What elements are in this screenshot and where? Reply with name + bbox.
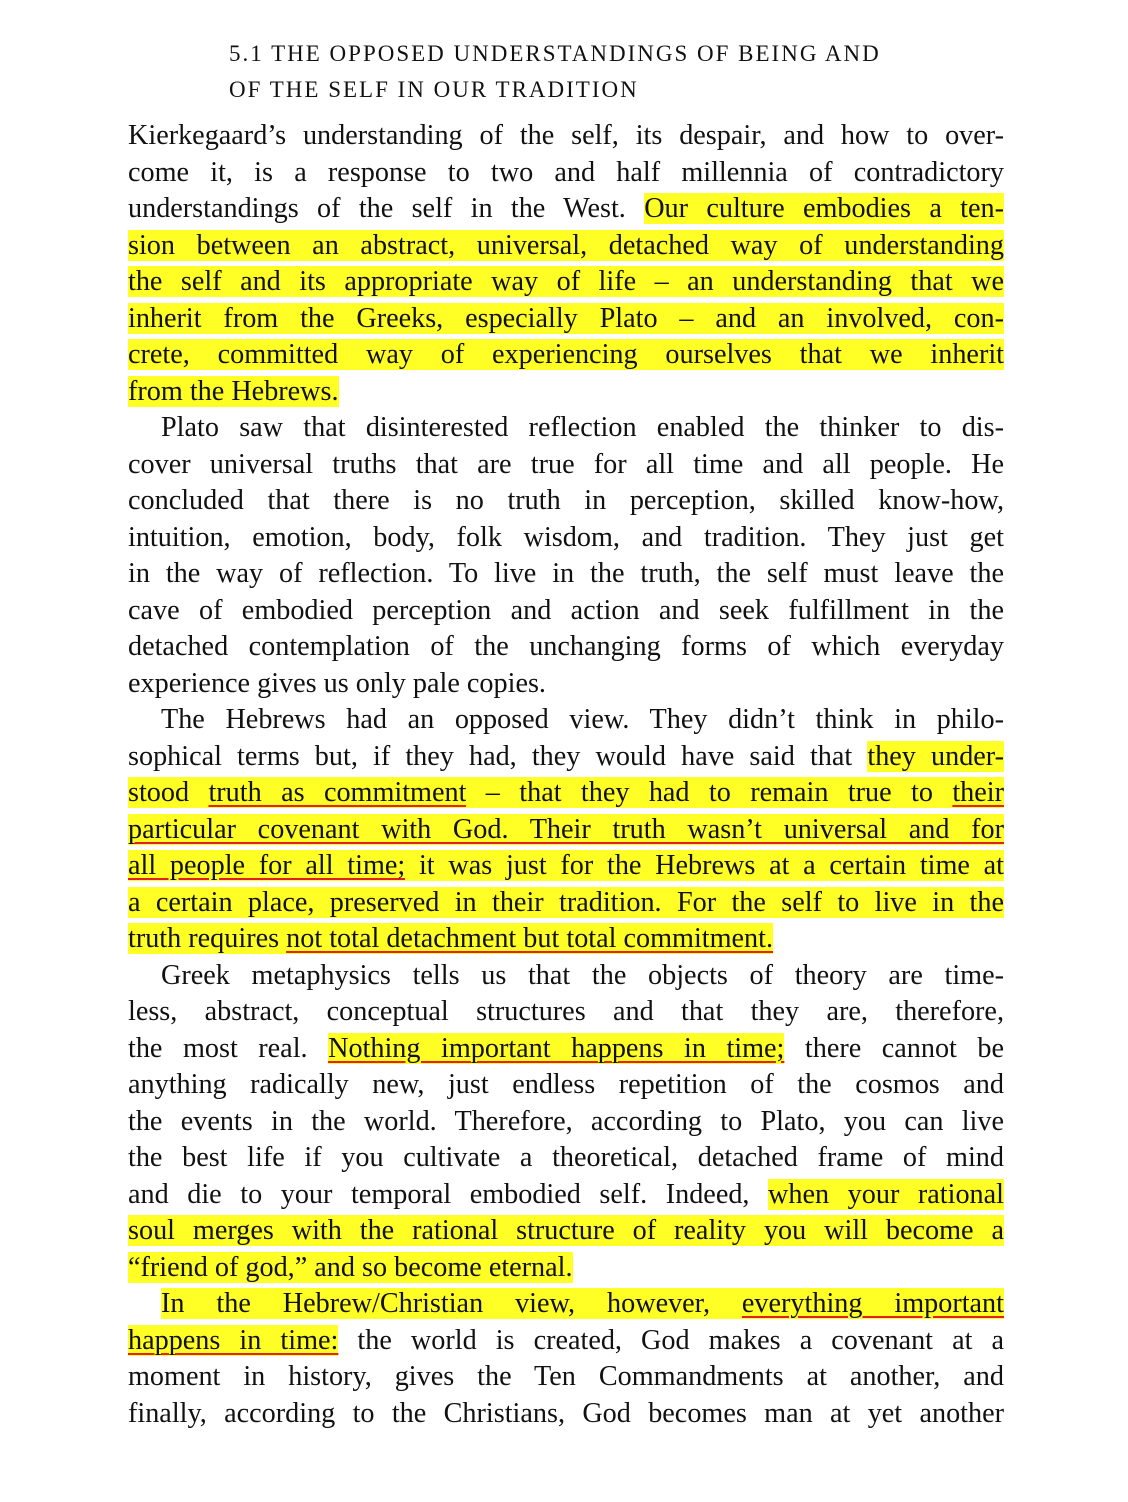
text-line xyxy=(128,410,1004,446)
text-segment: understandings of the self in the West. xyxy=(128,193,645,224)
highlighted-text: In the Hebrew/Christian view, however, xyxy=(161,1288,742,1319)
text-segment: concluded that there is no truth in perception, skilled know-how, xyxy=(128,485,1004,516)
text-line xyxy=(128,958,1004,994)
text-line xyxy=(128,1140,1004,1176)
text-line xyxy=(128,1359,1004,1395)
text-segment: sophical terms but, if they had, they would have said that xyxy=(128,740,868,772)
highlighted-text: truth requires xyxy=(128,923,287,954)
section-heading-line-2: OF THE SELF IN OUR TRADITION xyxy=(229,77,639,102)
text-line xyxy=(128,1067,1004,1103)
text-line xyxy=(128,1031,1004,1067)
text-line xyxy=(128,447,1004,483)
text-line xyxy=(128,1323,1004,1359)
highlighted-text: stood xyxy=(128,777,209,808)
text-line xyxy=(128,666,1004,702)
highlighted-underlined-text: all people for all time; xyxy=(128,850,406,881)
text-segment: come it, is a response to two and half millennia of contradictory xyxy=(128,156,1004,188)
section-heading xyxy=(229,36,1009,108)
highlighted-underlined-text: truth as commitment xyxy=(208,777,467,808)
highlighted-underlined-text: not total detachment but total commitment. xyxy=(286,923,774,954)
text-line xyxy=(128,885,1004,921)
text-segment: and die to your temporal embodied self. Indeed, xyxy=(128,1178,769,1210)
text-segment: Plato saw that disinterested reflection enabled the thinker to dis- xyxy=(161,412,1004,443)
text-line xyxy=(128,1286,1004,1322)
text-segment: The Hebrews had an opposed view. They didn’t think in philo- xyxy=(161,704,1004,735)
text-line xyxy=(128,191,1004,227)
text-line xyxy=(128,775,1004,811)
highlighted-text: when your rational xyxy=(768,1178,1004,1210)
text-segment: in the way of reflection. To live in the truth, the self must leave the xyxy=(128,558,1004,589)
highlighted-text: inherit from the Greeks, especially Plato – and an involved, con- xyxy=(128,302,1004,334)
highlighted-text: they under- xyxy=(867,740,1005,772)
highlighted-underlined-text: particular covenant with God. Their truth wasn’t universal and for xyxy=(128,813,1004,845)
highlighted-text: sion between an abstract, universal, detached way of understanding xyxy=(128,229,1004,261)
text-line xyxy=(128,812,1004,848)
section-heading-line-1: 5.1 THE OPPOSED UNDERSTANDINGS OF BEING AND xyxy=(229,41,881,66)
text-line xyxy=(128,1213,1004,1249)
text-line xyxy=(128,994,1004,1030)
text-line xyxy=(128,739,1004,775)
text-line xyxy=(128,483,1004,519)
text-segment: moment in history, gives the Ten Commandments at another, and xyxy=(128,1361,1004,1392)
text-segment: Kierkegaard’s understanding of the self, its despair, and how to over- xyxy=(128,120,1004,151)
text-line xyxy=(128,702,1004,738)
highlighted-underlined-text: their xyxy=(952,777,1004,808)
text-segment: cave of embodied perception and action and seek fulfillment in the xyxy=(128,594,1004,626)
text-line xyxy=(128,593,1004,629)
text-segment: the world is created, God makes a covenant at a xyxy=(338,1324,1004,1356)
highlighted-text: Our culture embodies a ten- xyxy=(644,193,1004,224)
highlighted-text: – that they had to remain true to xyxy=(466,777,953,808)
highlighted-text: from the Hebrews. xyxy=(128,375,339,407)
text-segment: Greek metaphysics tells us that the objects of theory are time- xyxy=(161,959,1004,991)
text-segment: the best life if you cultivate a theoretical, detached frame of mind xyxy=(128,1142,1004,1173)
highlighted-text: “friend of god,” and so become eternal. xyxy=(128,1251,573,1283)
highlighted-text: soul merges with the rational structure of reality you will become a xyxy=(128,1215,1004,1246)
text-segment: intuition, emotion, body, folk wisdom, and tradition. They just get xyxy=(128,521,1004,553)
text-line xyxy=(128,629,1004,665)
text-segment: detached contemplation of the unchanging forms of which everyday xyxy=(128,631,1004,662)
text-segment: anything radically new, just endless repetition of the cosmos and xyxy=(128,1069,1004,1100)
text-line xyxy=(128,1396,1004,1432)
text-line xyxy=(128,921,1004,957)
highlighted-text: it was just for the Hebrews at a certain time at xyxy=(405,850,1005,881)
text-segment: less, abstract, conceptual structures and that they are, therefore, xyxy=(128,996,1004,1027)
text-segment: finally, according to the Christians, God becomes man at yet another xyxy=(128,1397,1004,1429)
text-segment: cover universal truths that are true for all time and all people. He xyxy=(128,448,1004,480)
text-line xyxy=(128,228,1004,264)
highlighted-underlined-text: Nothing important happens in time; xyxy=(328,1032,785,1064)
text-line xyxy=(128,1104,1004,1140)
text-line xyxy=(128,118,1004,154)
text-line xyxy=(128,556,1004,592)
highlighted-underlined-text: happens in time: xyxy=(128,1324,339,1356)
highlighted-text: crete, committed way of experiencing ourselves that we inherit xyxy=(128,339,1004,370)
text-line xyxy=(128,848,1004,884)
text-line xyxy=(128,155,1004,191)
text-segment: there cannot be xyxy=(784,1032,1004,1064)
text-segment: the events in the world. Therefore, according to Plato, you can live xyxy=(128,1105,1004,1137)
text-line xyxy=(128,337,1004,373)
text-segment: the most real. xyxy=(128,1032,329,1064)
highlighted-underlined-text: everything important xyxy=(741,1288,1004,1319)
text-line xyxy=(128,374,1004,410)
highlighted-text: a certain place, preserved in their tradition. For the self to live in the xyxy=(128,886,1004,918)
text-line xyxy=(128,1177,1004,1213)
text-line xyxy=(128,301,1004,337)
text-segment: experience gives us only pale copies. xyxy=(128,667,546,699)
text-line xyxy=(128,1250,1004,1286)
highlighted-text: the self and its appropriate way of life – an understanding that we xyxy=(128,266,1004,297)
text-line xyxy=(128,520,1004,556)
text-line xyxy=(128,264,1004,300)
